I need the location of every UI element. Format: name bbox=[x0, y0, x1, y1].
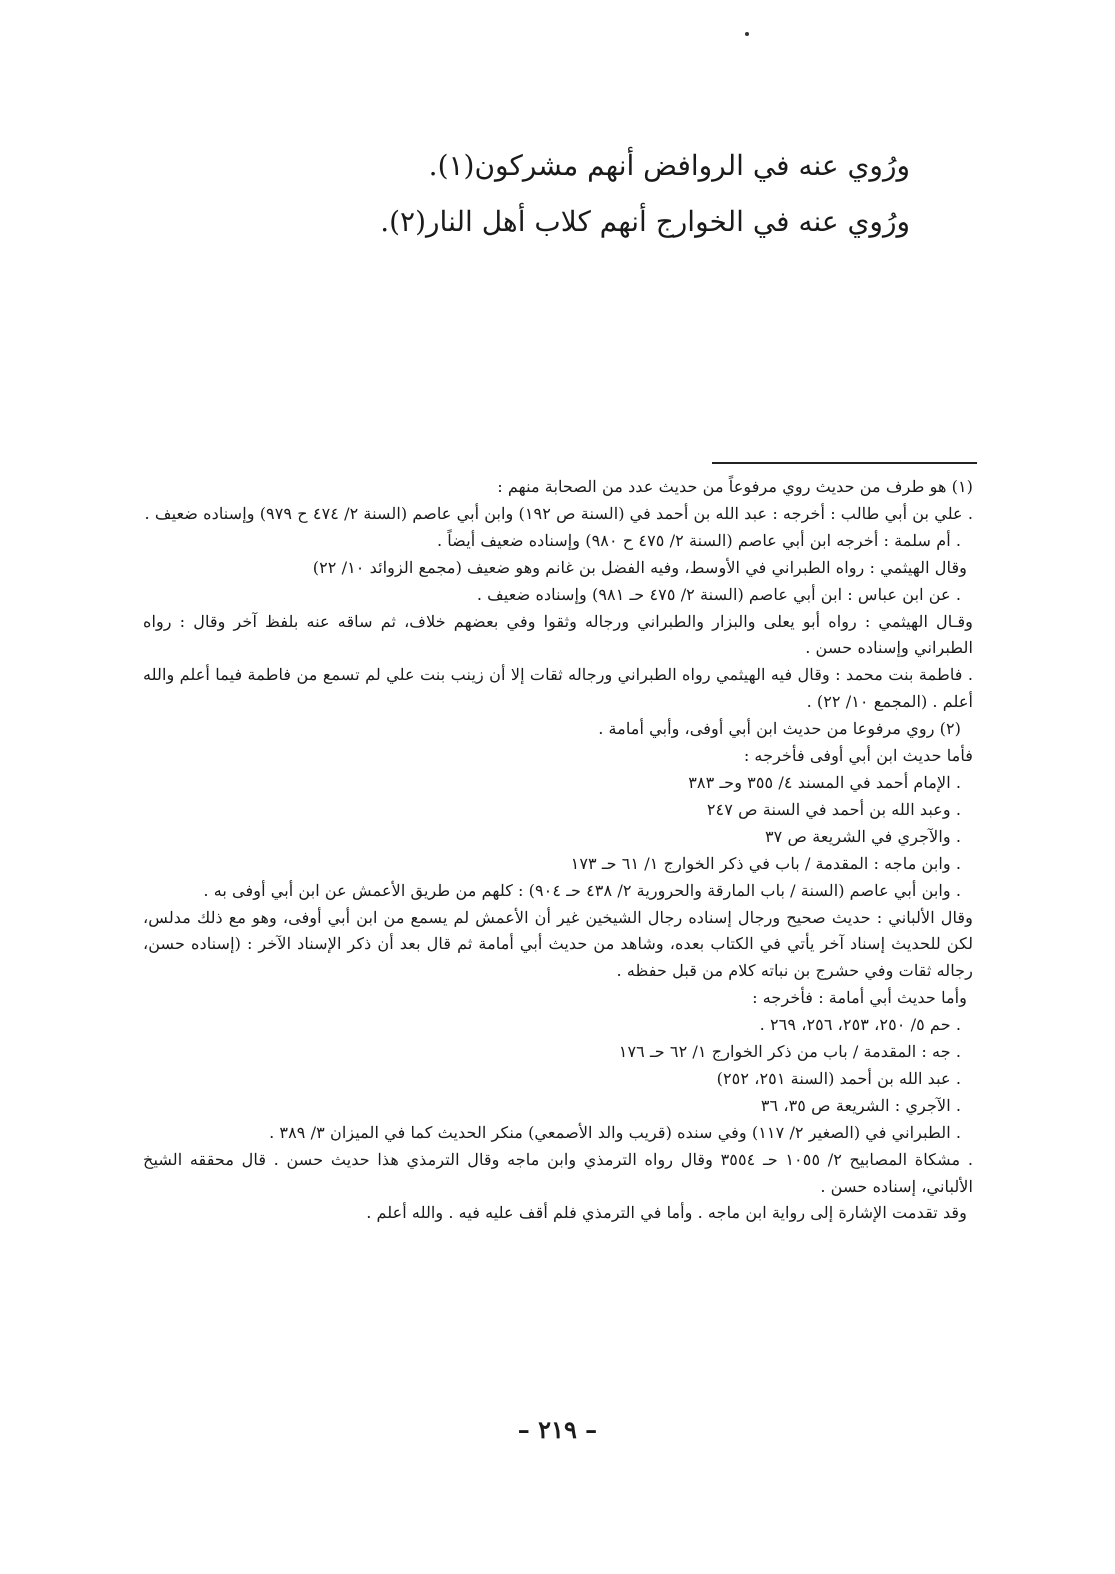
footnote-line: . حم ٥/ ٢٥٠، ٢٥٣، ٢٥٦، ٢٦٩ . bbox=[759, 1015, 961, 1035]
footnote-line: . وابن أبي عاصم (السنة / باب المارقة والحرورية ٢/ ٤٣٨ حـ ٩٠٤) : كلهم من طريق الأعمش عن ابن أبي أوفى به . bbox=[203, 880, 961, 900]
footnote-line: . أم سلمة : أخرجه ابن أبي عاصم (السنة ٢/ ٤٧٥ ح ٩٨٠) وإسناده ضعيف أيضاً . bbox=[436, 530, 961, 550]
footnote-line: . عبد الله بن أحمد (السنة ٢٥١، ٢٥٢) bbox=[716, 1068, 961, 1088]
footnote-line: وقال الألباني : حديث صحيح ورجال إسناده رجال الشيخين غير أن الأعمش لم يسمع من ابن أبي أوفى، وهو مع ذلك مدلس، لكن للحديث إسناد آخر يأتي في الكتاب بعده، وشاهد من حديث أبي أمامة ثم قال بعد أن ذكر الإسناد الآخر : (إسناده حسن، رجاله ثقات وفي حشرج بن نباته كلام من قبل حفظه . bbox=[143, 907, 973, 981]
footnote-line: وقد تقدمت الإشارة إلى رواية ابن ماجه . وأما في الترمذي فلم أقف عليه فيه . والله أعلم . bbox=[366, 1203, 967, 1223]
footnote-line: . الإمام أحمد في المسند ٤/ ٣٥٥ وحـ ٣٨٣ bbox=[688, 772, 961, 792]
footnote-line: . الطبراني في (الصغير ٢/ ١١٧) وفي سنده (قريب والد الأصمعي) منكر الحديث كما في الميزان ٣/ ٣٨٩ . bbox=[269, 1122, 961, 1142]
ink-dot bbox=[745, 32, 749, 36]
footnotes-section bbox=[143, 474, 973, 1227]
footnote-separator bbox=[712, 462, 977, 464]
page-number: – ٢١٩ – bbox=[517, 1415, 598, 1444]
footnote-line: . وعبد الله بن أحمد في السنة ص ٢٤٧ bbox=[706, 799, 961, 819]
footnote-line: . وابن ماجه : المقدمة / باب في ذكر الخوارج ١/ ٦١ حـ ١٧٣ bbox=[570, 853, 961, 873]
footnote-line: وقال الهيثمي : رواه الطبراني في الأوسط، وفيه الفضل بن غانم وهو ضعيف (مجمع الزوائد ١٠/ ٢٢) bbox=[312, 557, 967, 577]
main-body-text bbox=[150, 138, 910, 250]
footnote-line: . مشكاة المصابيح ٢/ ١٠٥٥ حـ ٣٥٥٤ وقال رواه الترمذي وابن ماجه وقال الترمذي هذا حديث حسن . قال محققه الشيخ الألباني، إسناده حسن . bbox=[143, 1149, 973, 1196]
footnote-line: . علي بن أبي طالب : أخرجه : عبد الله بن أحمد في (السنة ص ١٩٢) وابن أبي عاصم (السنة ٢/ ٤٧٤ ح ٩٧٩) وإسناده ضعيف . bbox=[144, 503, 973, 523]
footnote-line: وأما حديث أبي أمامة : فأخرجه : bbox=[752, 988, 967, 1008]
main-line-khawarij: ورُوي عنه في الخوارج أنهم كلاب أهل النار(٢). bbox=[380, 205, 910, 238]
footnote-line: . فاطمة بنت محمد : وقال فيه الهيثمي رواه الطبراني ورجاله ثقات إلا أن زينب بنت علي لم تسمع من فاطمة فيما أعلم والله أعلم . (المجمع ١٠/ ٢٢) . bbox=[143, 665, 973, 712]
footnote-2-intro: (٢) روي مرفوعا من حديث ابن أبي أوفى، وأبي أمامة . bbox=[598, 719, 961, 739]
footnote-line: . جه : المقدمة / باب من ذكر الخوارج ١/ ٦٢ حـ ١٧٦ bbox=[618, 1042, 961, 1062]
main-line-rawafid: ورُوي عنه في الروافض أنهم مشركون(١). bbox=[428, 149, 910, 182]
footnote-line: وقـال الهيثمي : رواه أبو يعلى والبزار والطبراني ورجاله وثقوا وفي بعضهم خلاف، ثم ساقه عنه بلفظ آخر وقال : رواه الطبراني وإسناده حسن . bbox=[143, 611, 973, 658]
footnote-1-intro: (١) هو طرف من حديث روي مرفوعاً من حديث عدد من الصحابة منهم : bbox=[497, 477, 973, 496]
footnote-line: . والآجري في الشريعة ص ٣٧ bbox=[764, 826, 961, 846]
footnote-line: . عن ابن عباس : ابن أبي عاصم (السنة ٢/ ٤٧٥ حـ ٩٨١) وإسناده ضعيف . bbox=[476, 584, 961, 604]
footnote-line: . الآجري : الشريعة ص ٣٥، ٣٦ bbox=[760, 1095, 961, 1115]
footnote-line: فأما حديث ابن أبي أوفى فأخرجه : bbox=[743, 746, 973, 766]
